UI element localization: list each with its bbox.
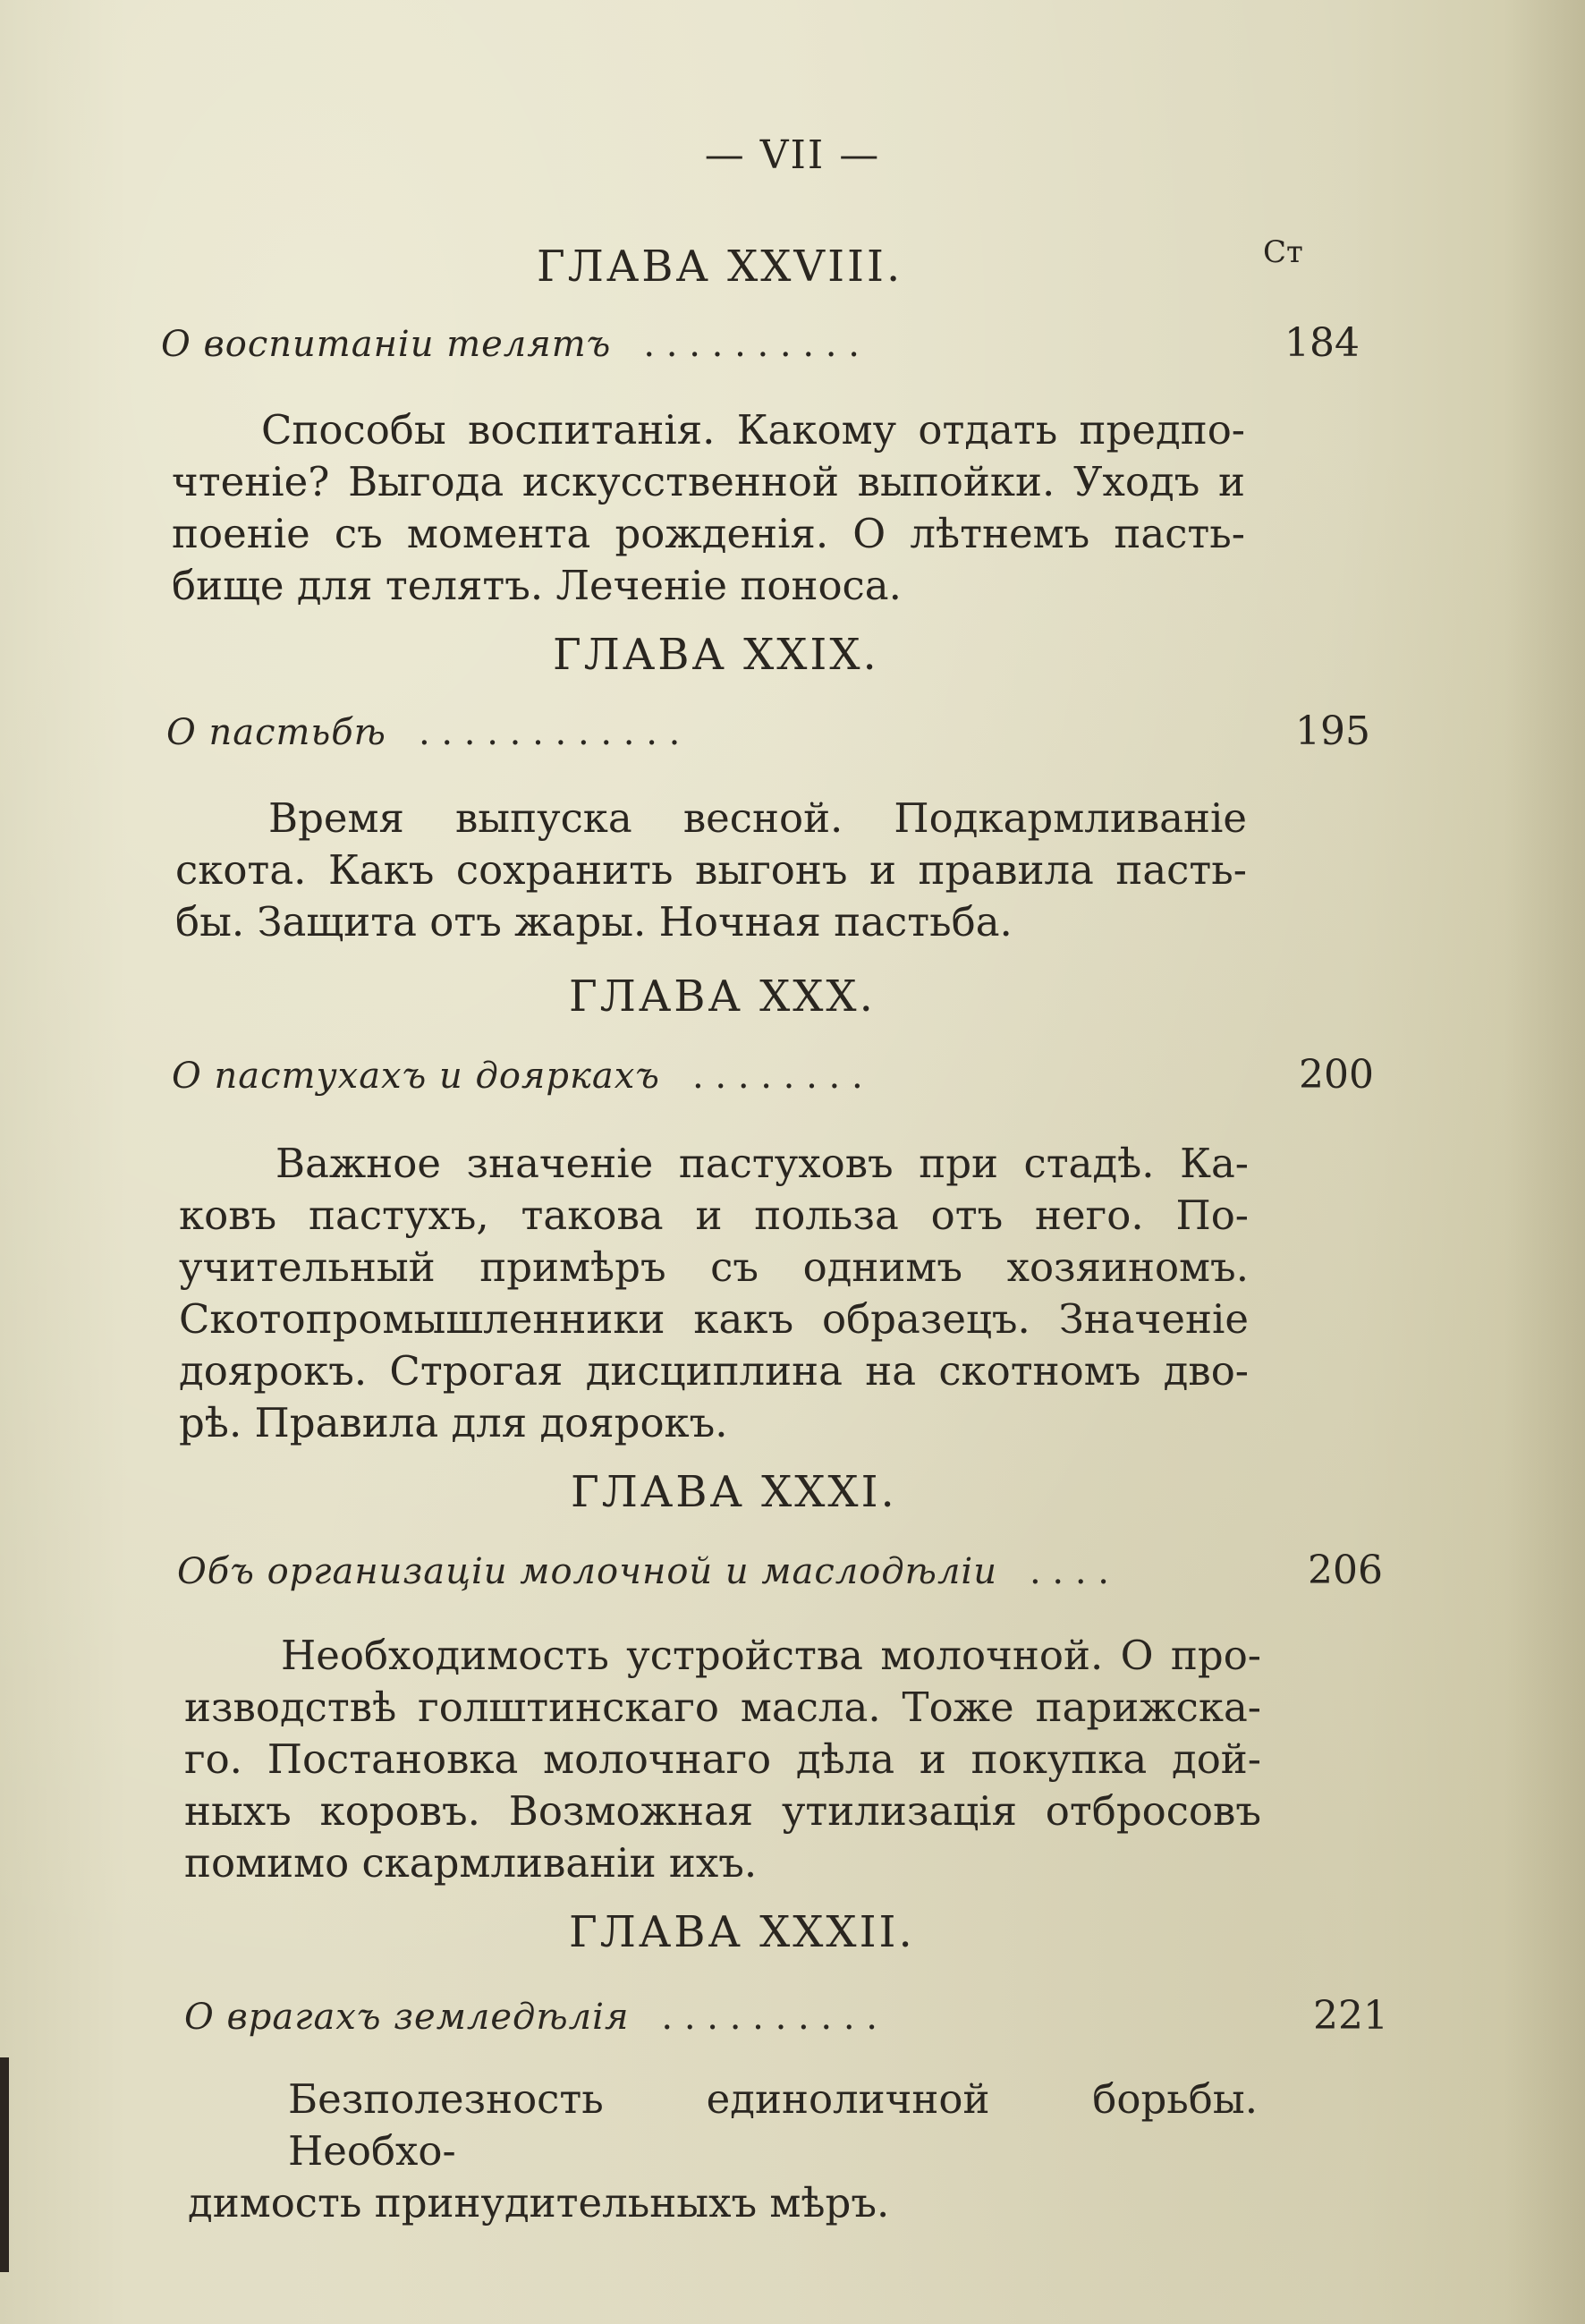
page-number: 184 xyxy=(1284,320,1360,366)
chapter-summary xyxy=(184,1630,1261,1889)
page-number: 200 xyxy=(1299,1052,1374,1098)
summary-line: помимо скармливаніи ихъ. xyxy=(184,1839,758,1887)
page-edge-shadow xyxy=(1504,0,1585,2324)
toc-entry xyxy=(161,320,1360,366)
summary-line: доярокъ. Строгая дисциплина на скотномъ дво- xyxy=(179,1347,1249,1395)
entry-title: Объ организаціи молочной и маслодѣліи xyxy=(177,1551,997,1592)
page-column-heading: Ст xyxy=(1263,234,1303,270)
chapter-summary xyxy=(179,1138,1249,1449)
summary-line: рѣ. Правила для доярокъ. xyxy=(179,1399,728,1446)
binding-edge xyxy=(0,2057,9,2272)
page-number: 206 xyxy=(1308,1548,1383,1593)
page-number: 195 xyxy=(1295,708,1370,754)
chapter-summary xyxy=(188,2074,1258,2229)
summary-line: Безполезность единоличной борьбы. Необхо- xyxy=(288,2075,1258,2175)
summary-line: го. Постановка молочнаго дѣла и покупка дой- xyxy=(184,1735,1261,1783)
summary-line: поеніе съ момента рожденія. О лѣтнемъ пасть- xyxy=(172,510,1245,557)
summary-line: Необходимость устройства молочной. О про- xyxy=(281,1632,1261,1679)
summary-line: Скотопромышленники какъ образецъ. Значеніе xyxy=(179,1295,1249,1343)
chapter-heading: ГЛАВА XXIX. xyxy=(553,630,879,680)
summary-line: бы. Защита отъ жары. Ночная пастьба. xyxy=(175,898,1013,946)
entry-title: О врагахъ земледѣлія xyxy=(184,1997,630,2038)
page-number: 221 xyxy=(1313,1993,1388,2039)
running-head: — VII — xyxy=(704,132,881,178)
dot-leader: . . . . xyxy=(1029,1551,1109,1592)
summary-line: ковъ пастухъ, такова и польза отъ него. По- xyxy=(179,1192,1249,1239)
summary-line: изводствѣ голштинскаго масла. Тоже парижска- xyxy=(184,1684,1261,1731)
summary-line: скота. Какъ сохранить выгонъ и правила пасть- xyxy=(175,846,1247,894)
entry-title: О воспитаніи телятъ xyxy=(161,324,612,365)
summary-line: Способы воспитанія. Какому отдать предпо- xyxy=(261,406,1245,454)
summary-line: ныхъ коровъ. Возможная утилизація отбросовъ xyxy=(184,1787,1261,1835)
dot-leader: . . . . . . . . . . xyxy=(661,1997,878,2038)
entry-title: О пастухахъ и дояркахъ xyxy=(172,1056,660,1097)
chapter-summary xyxy=(175,793,1247,948)
summary-line: учительный примѣръ съ однимъ хозяиномъ. xyxy=(179,1243,1249,1291)
entry-title: О пастьбѣ xyxy=(166,712,386,753)
summary-line: Важное значеніе пастуховъ при стадѣ. Ка- xyxy=(275,1140,1249,1187)
summary-line: бище для телятъ. Леченіе поноса. xyxy=(172,562,902,609)
chapter-heading: ГЛАВА XXX. xyxy=(569,971,876,1022)
dot-leader: . . . . . . . . xyxy=(691,1056,863,1097)
toc-entry xyxy=(177,1548,1383,1593)
chapter-heading: ГЛАВА XXVIII. xyxy=(537,242,903,292)
toc-entry xyxy=(172,1052,1374,1098)
dot-leader: . . . . . . . . . . xyxy=(643,324,860,365)
chapter-heading: ГЛАВА XXXII. xyxy=(569,1907,915,1957)
toc-entry xyxy=(184,1993,1388,2039)
chapter-heading: ГЛАВА XXXI. xyxy=(571,1467,897,1517)
summary-line: чтеніе? Выгода искусственной выпойки. Уходъ и xyxy=(172,458,1245,505)
toc-entry xyxy=(166,708,1370,754)
chapter-summary xyxy=(172,404,1245,612)
summary-line: димость принудительныхъ мѣръ. xyxy=(188,2179,890,2226)
summary-line: Время выпуска весной. Подкармливаніе xyxy=(268,794,1247,842)
dot-leader: . . . . . . . . . . . . xyxy=(418,712,681,753)
